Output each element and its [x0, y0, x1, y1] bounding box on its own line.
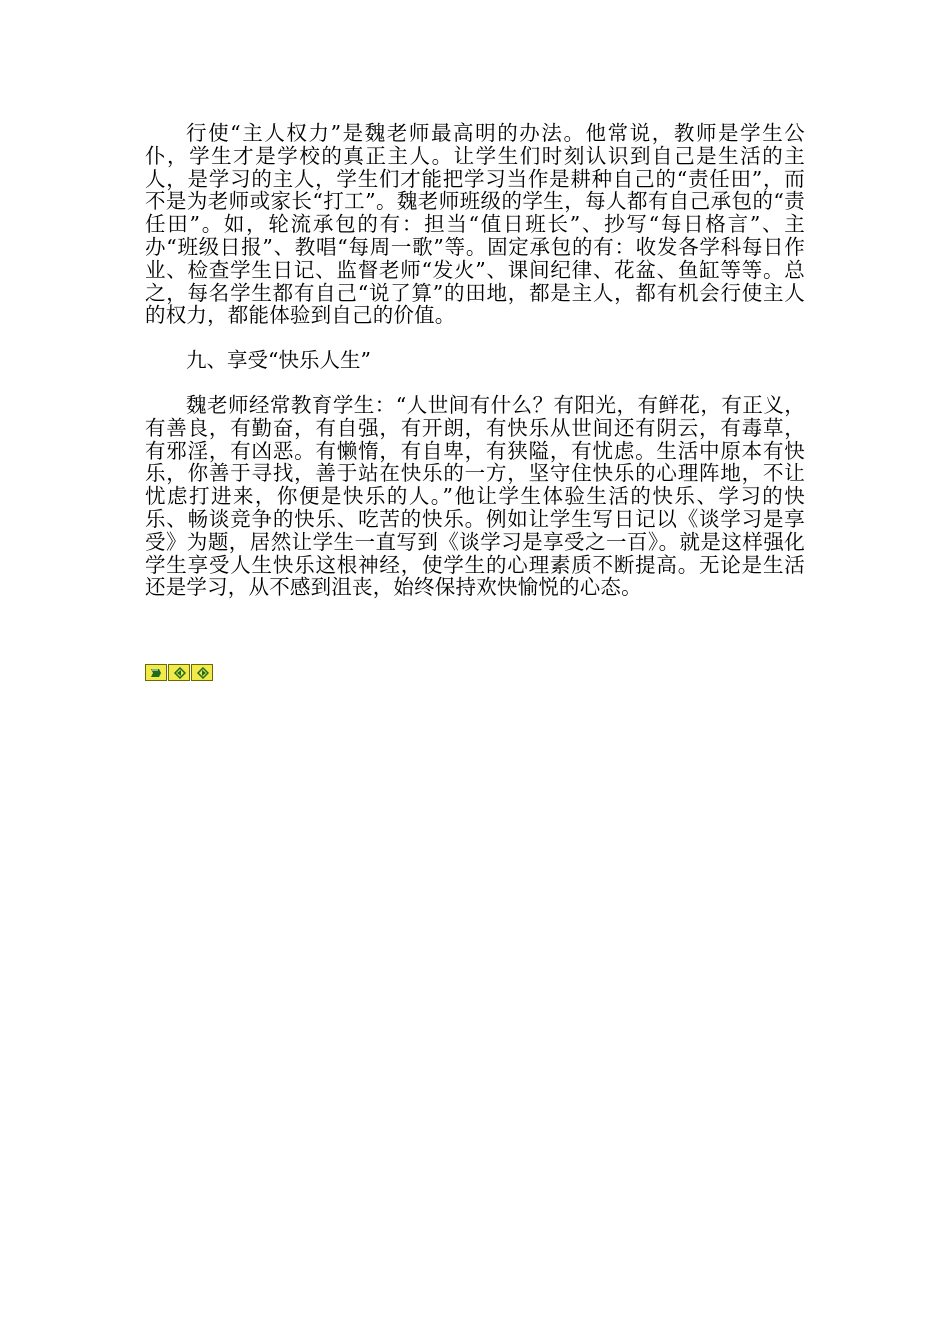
navigation-buttons [145, 664, 213, 681]
paragraph-master-rights: 行使“主人权力”是魏老师最高明的办法。他常说，教师是学生公仆，学生才是学校的真正主人。让学生们时刻认识到自己是生活的主人，是学习的主人，学生们才能把学习当作是耕种自己的“责任田”，而不是为老师或家长“打工”。魏老师班级的学生，每人都有自己承包的“责任田”。如，轮流承包的有：担当“值日班长”、抄写“每日格言”、主办“班级日报”、教唱“每周一歌”等。固定承包的有：收发各学科每日作业、检查学生日记、监督老师“发火”、课间纪律、花盆、鱼缸等等。总之，每名学生都有自己“说了算”的田地，都是主人，都有机会行使主人的权力，都能体验到自己的价值。 [145, 121, 805, 328]
next-page-button[interactable] [191, 664, 213, 681]
next-icon [195, 667, 209, 679]
paragraph-happy-life: 魏老师经常教育学生：“人世间有什么？有阳光，有鲜花，有正义，有善良，有勤奋，有自强，有开朗，有快乐从世间还有阴云，有毒草，有邪淫，有凶恶。有懒惰，有自卑，有狭隘，有忧虑。生活中原本有快乐，你善于寻找，善于站在快乐的一方，坚守住快乐的心理阵地，不让忧虑打进来，你便是快乐的人。”他让学生体验生活的快乐、学习的快乐、畅谈竞争的快乐、吃苦的快乐。例如让学生写日记以《谈学习是享受》为题，居然让学生一直写到《谈学习是享受之一百》。就是这样强化学生享受人生快乐这根神经，使学生的心理素质不断提高。无论是生活还是学习，从不感到沮丧，始终保持欢快愉悦的心态。 [145, 392, 805, 600]
section-heading: 九、享受“快乐人生” [186, 348, 371, 373]
home-icon [149, 667, 163, 679]
previous-page-button[interactable] [168, 664, 190, 681]
home-button[interactable] [145, 664, 167, 681]
previous-icon [172, 667, 186, 679]
document-body [145, 122, 805, 599]
